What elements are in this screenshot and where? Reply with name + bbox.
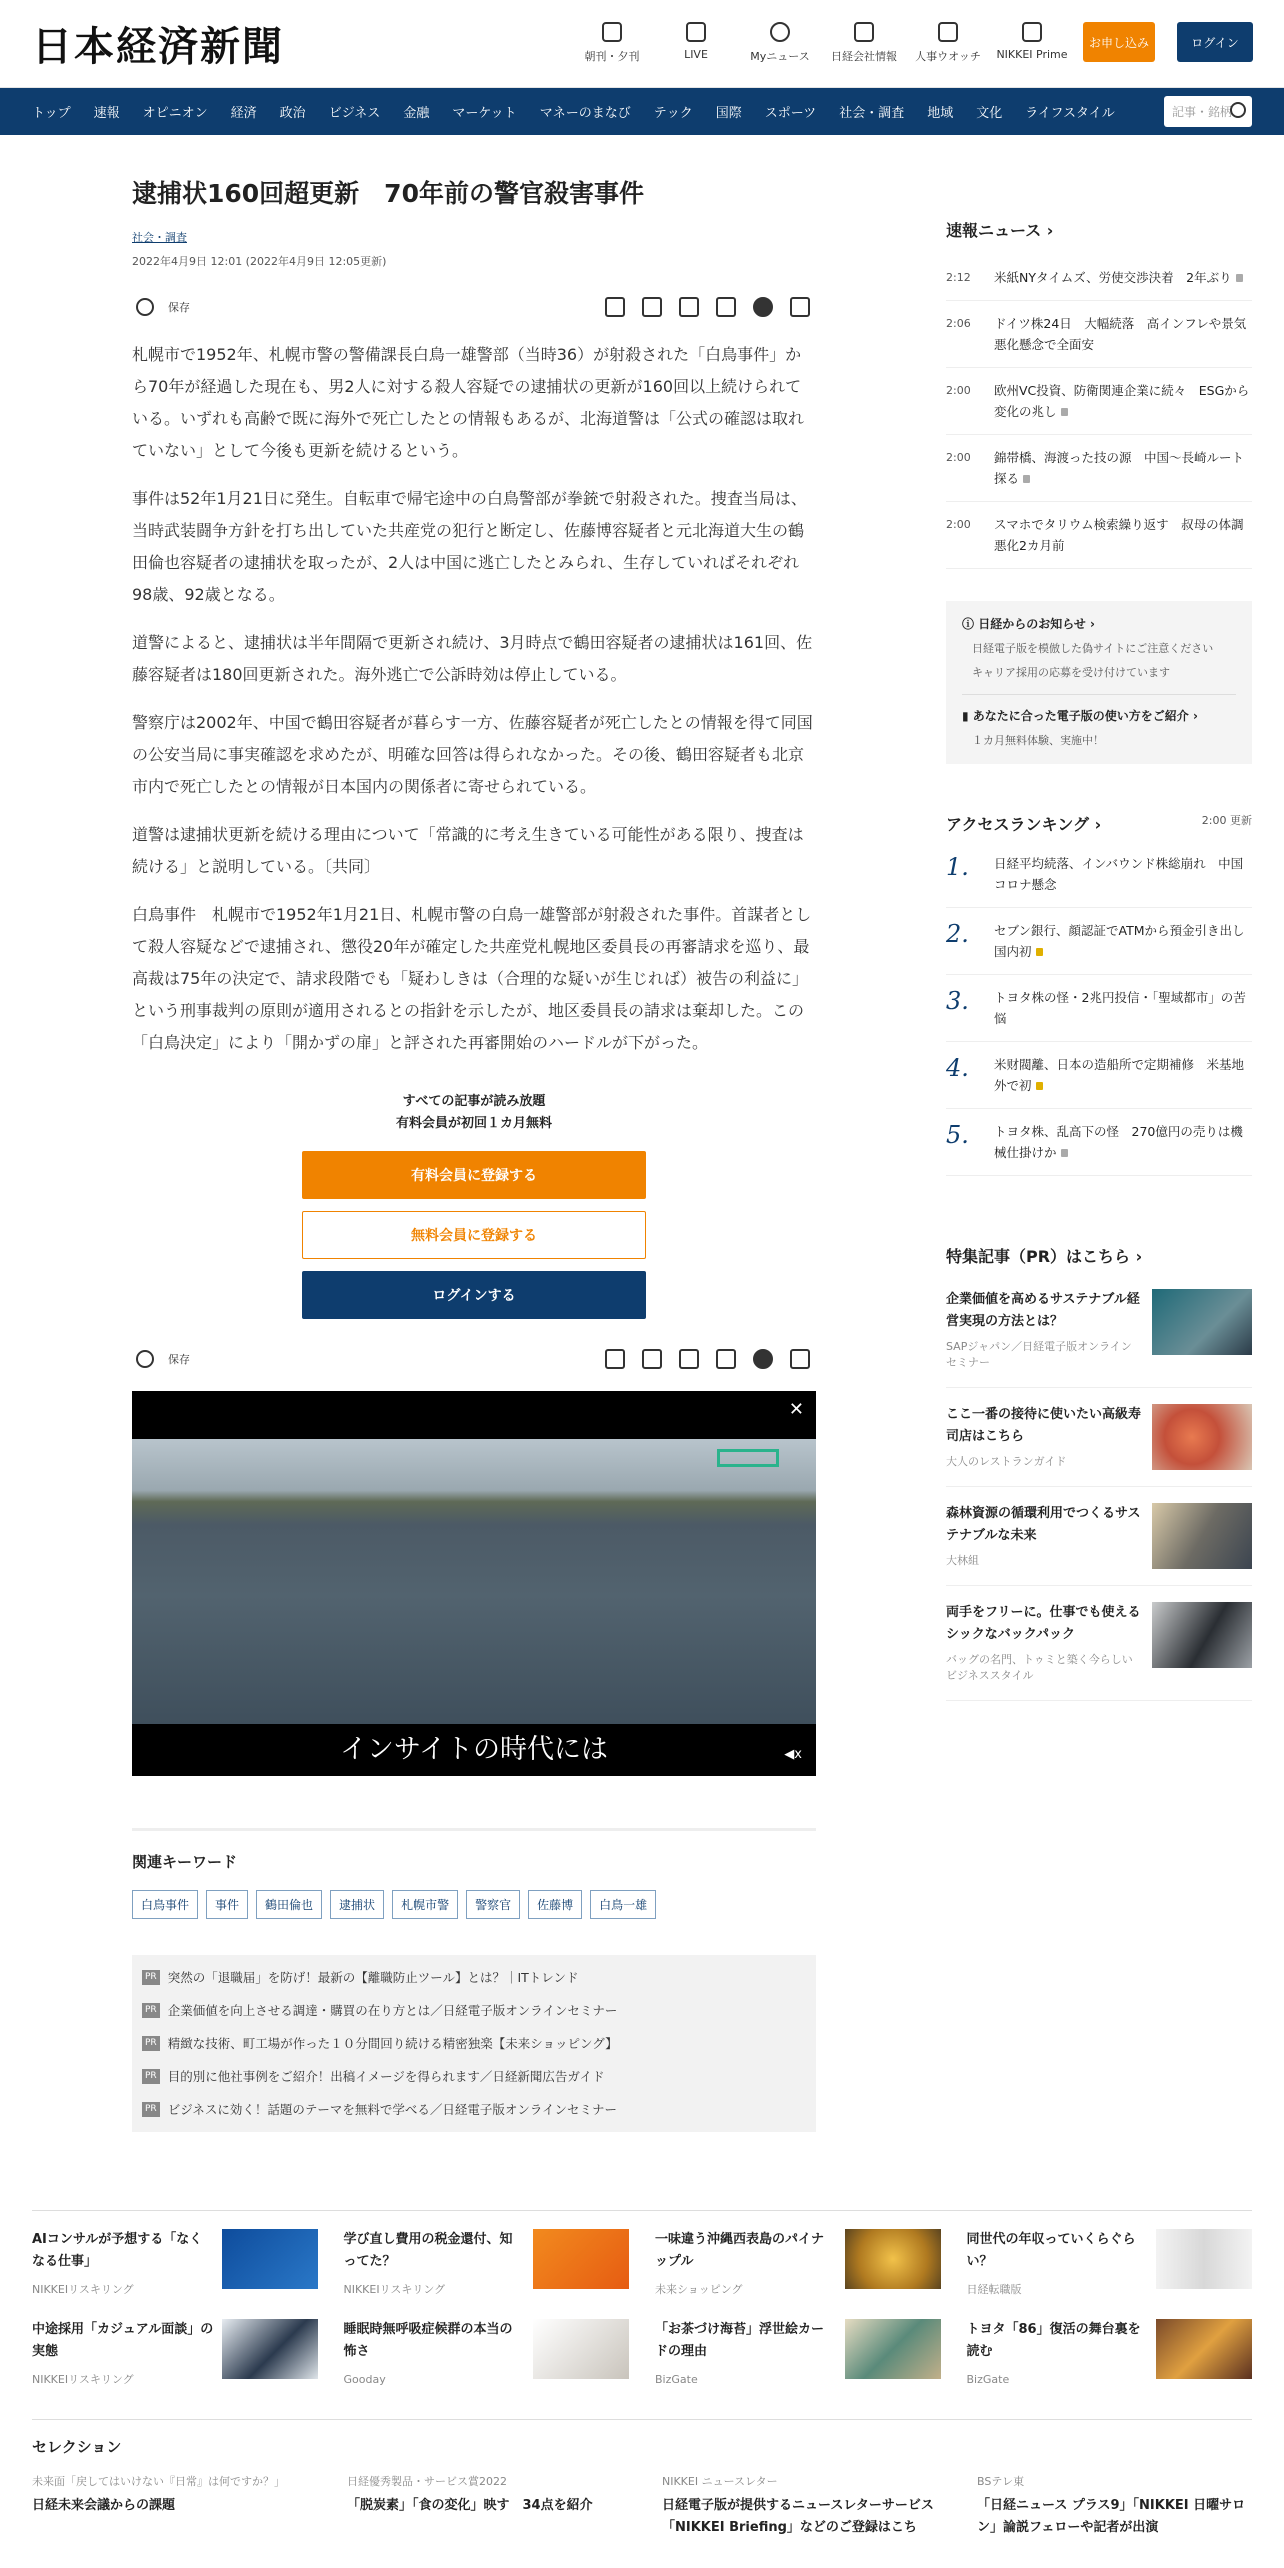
article-main: [132, 175, 816, 2132]
gnav-culture[interactable]: 文化: [976, 106, 1003, 121]
thumbnail-image: [533, 2229, 629, 2289]
pr-link[interactable]: PR 精緻な技術、町工場が作った１０分間回り続ける精密独楽【未来ショッピング】: [142, 2027, 806, 2060]
promo-grid: [32, 2211, 1252, 2391]
sidebar: [946, 218, 1258, 1701]
access-ranking: [946, 812, 1258, 1176]
thumbnail-image: [1152, 1602, 1252, 1668]
keyword-tag[interactable]: 白鳥事件: [132, 1890, 198, 1919]
keyword-list: [132, 1890, 816, 1919]
chevron-right-icon: ›: [1046, 221, 1054, 240]
header-nav-paper[interactable]: 朝刊・夕刊: [570, 22, 654, 64]
divider: [962, 694, 1236, 695]
promo-item[interactable]: 一味違う沖縄西表島のパイナップル 未来ショッピング: [655, 2211, 941, 2301]
video-ad-overlay-box: [717, 1449, 779, 1467]
ranking-item[interactable]: 5. トヨタ株、乱高下の怪 270億円の売りは機械仕掛けか: [946, 1109, 1252, 1176]
reg-subline: 有料会員が初回１カ月無料: [395, 1116, 552, 1131]
selection-item[interactable]: NIKKEI ニュースレター 日経電子版が提供するニュースレターサービス「NIKKEI Briefing」などのご登録はこち: [662, 2475, 934, 2535]
header-nav-prime[interactable]: NIKKEI Prime: [990, 22, 1074, 64]
article-title: 逮捕状160回超更新 70年前の警官殺害事件: [132, 179, 644, 208]
video-frame: [132, 1439, 816, 1724]
ranking-item[interactable]: 3. トヨタ株の怪・2兆円投信・「聖域都市」の苦悩: [946, 975, 1252, 1042]
ranking-title[interactable]: アクセスランキング ›: [946, 815, 1102, 834]
free-register-button[interactable]: 無料会員に登録する: [302, 1211, 646, 1259]
gnav-international[interactable]: 国際: [715, 106, 742, 121]
selection-item[interactable]: 未来面「戻してはいけない『日常』は何ですか？」 日経未来会議からの課題: [32, 2475, 285, 2513]
flash-news-item[interactable]: 2:00 錦帯橋、海渡った技の源 中国〜長崎ルート探る: [946, 435, 1252, 502]
article-paragraph: 白鳥事件 札幌市で1952年1月21日、札幌市警の白鳥一雄警部が射殺された事件。首謀者として殺人容疑などで逮捕され、懲役20年が確定した共産党札幌地区委員長の再審請求を巡り、最高裁は75年の決定で、請求段階でも「疑わしきは（合理的な疑いが生じれば）被告の利益に」という刑事裁判の原則が適用されるとの指針を示したが、地区委員長の請求は棄却した。この「白鳥決定」により「開かずの扉」と評された再審開始のハードルが下がった。: [132, 905, 812, 1052]
user-icon: [770, 22, 790, 42]
selection-item[interactable]: 日経優秀製品・サービス賞2022 「脱炭素」「食の変化」映す 34点を紹介: [347, 2475, 593, 2513]
flash-news-item[interactable]: 2:12 米紙NYタイムズ、労使交渉決着 2年ぶり: [946, 255, 1252, 301]
paid-register-button[interactable]: 有料会員に登録する: [302, 1151, 646, 1199]
pr-link[interactable]: PR 突然の「退職届」を防げ！最新の【離職防止ツール】とは？｜ITトレンド: [142, 1961, 806, 1994]
article-paragraph: 道警は逮捕状更新を続ける理由について「常識的に考え生きている可能性がある限り、捜査は続ける」と説明している。〔共同〕: [132, 825, 804, 876]
video-ad-player[interactable]: [132, 1391, 816, 1776]
share-icon[interactable]: [790, 1349, 810, 1369]
gnav-opinion[interactable]: オピニオン: [142, 106, 208, 121]
article-body: [132, 339, 816, 1059]
notice-item[interactable]: キャリア採用の応募を受け付けています: [972, 666, 1170, 679]
thumbnail-image: [1156, 2319, 1252, 2379]
keyword-tag[interactable]: 警察官: [466, 1890, 520, 1919]
bookmark-icon[interactable]: [679, 1349, 699, 1369]
promo-item[interactable]: 「お茶づけ海苔」浮世絵カードの理由 BizGate: [655, 2301, 941, 2391]
facebook-icon[interactable]: [753, 297, 773, 317]
save-button[interactable]: 保存: [168, 1353, 190, 1366]
pr-feature-item[interactable]: ここ一番の接待に使いたい高級寿司店はこちら 大人のレストランガイド: [946, 1388, 1252, 1487]
pr-link[interactable]: PR 目的別に他社事例をご紹介！出稿イメージを得られます／日経新聞広告ガイド: [142, 2060, 806, 2093]
mail-icon[interactable]: [642, 1349, 662, 1369]
thumbnail-image: [222, 2319, 318, 2379]
pr-badge: PR: [142, 2036, 160, 2051]
gnav-finance[interactable]: 金融: [403, 106, 430, 121]
pr-feature-item[interactable]: 企業価値を高めるサステナブル経営実現の方法とは？ SAPジャパン／日経電子版オンラインセミナー: [946, 1273, 1252, 1388]
pr-badge: PR: [142, 2102, 160, 2117]
lock-icon: [1023, 475, 1030, 483]
howto-item[interactable]: １カ月無料体験、実施中！: [972, 734, 1104, 747]
promo-item[interactable]: トヨタ「86」復活の舞台裏を読む BizGate: [967, 2301, 1253, 2391]
save-button[interactable]: 保存: [168, 301, 190, 314]
selection-section: [32, 2419, 1252, 2539]
close-icon[interactable]: ✕: [788, 1399, 804, 1420]
newspaper-icon: [602, 22, 622, 42]
notice-item[interactable]: 日経電子版を模倣した偽サイトにご注意ください: [972, 642, 1214, 655]
notice-title[interactable]: ⓘ 日経からのお知らせ ›: [962, 617, 1095, 631]
gnav-top[interactable]: トップ: [32, 106, 71, 121]
header-nav-jinji[interactable]: 人事ウオッチ: [906, 22, 990, 64]
gnav-sports[interactable]: スポーツ: [764, 106, 817, 121]
prime-icon: [1022, 22, 1042, 42]
header-nav-live[interactable]: LIVE: [654, 22, 738, 64]
gnav-economy[interactable]: 経済: [230, 106, 257, 121]
lock-icon: [1036, 948, 1043, 956]
pr-feature-item[interactable]: 森林資源の循環利用でつくるサステナブルな未来 大林組: [946, 1487, 1252, 1586]
gnav-flash[interactable]: 速報: [93, 106, 120, 121]
nikkei-logo[interactable]: 日本経済新聞: [32, 23, 284, 70]
article-category-link[interactable]: 社会・調査: [132, 231, 187, 244]
ranking-item[interactable]: 1. 日経平均続落、インバウンド株総崩れ 中国コロナ懸念: [946, 841, 1252, 908]
keyword-tag[interactable]: 白鳥一雄: [590, 1890, 656, 1919]
global-nav: [0, 88, 1284, 135]
header-nav-mynews[interactable]: Myニュース: [738, 22, 822, 64]
keywords-title: 関連キーワード: [132, 1828, 816, 1872]
gnav-society[interactable]: 社会・調査: [839, 106, 905, 121]
print-icon[interactable]: [605, 297, 625, 317]
flash-news-title[interactable]: 速報ニュース ›: [946, 221, 1054, 240]
print-icon[interactable]: [605, 1349, 625, 1369]
pr-features-title[interactable]: 特集記事（PR）はこちら ›: [946, 1247, 1143, 1266]
ranking-update-time: 2:00 更新: [1201, 814, 1252, 827]
pr-features: [946, 1244, 1252, 1701]
howto-title[interactable]: ▮ あなたに合った電子版の使い方をご紹介 ›: [962, 709, 1198, 723]
registration-box: [132, 1091, 816, 1319]
thumbnail-image: [845, 2319, 941, 2379]
pr-badge: PR: [142, 1970, 160, 1985]
gnav-market[interactable]: マーケット: [452, 106, 517, 121]
promo-item[interactable]: 学び直し費用の税金還付、知ってた？ NIKKEIリスキリング: [344, 2211, 630, 2301]
flash-news-list: [946, 255, 1252, 569]
bottom-section: [32, 2210, 1252, 2539]
selection-title: セレクション: [32, 2438, 122, 2456]
keyword-tag[interactable]: 札幌市警: [392, 1890, 458, 1919]
keyword-tag[interactable]: 事件: [206, 1890, 248, 1919]
keyword-tag[interactable]: 佐藤博: [528, 1890, 582, 1919]
pr-link[interactable]: PR 企業価値を向上させる調達・購買の在り方とは／日経電子版オンラインセミナー: [142, 1994, 806, 2027]
share-icon[interactable]: [790, 297, 810, 317]
notice-box: [946, 601, 1252, 764]
lock-icon: [1236, 274, 1243, 282]
keyword-tag[interactable]: 鶴田倫也: [256, 1890, 322, 1919]
promo-item[interactable]: AIコンサルが予想する「なくなる仕事」 NIKKEIリスキリング: [32, 2211, 318, 2301]
lock-icon: [1061, 1149, 1068, 1157]
header-nav-company[interactable]: 日経会社情報: [822, 22, 906, 64]
twitter-icon[interactable]: [716, 1349, 736, 1369]
facebook-icon[interactable]: [753, 1349, 773, 1369]
mute-icon[interactable]: ◀x: [784, 1747, 802, 1762]
pr-links: [132, 1955, 816, 2132]
magnifier-icon: [938, 22, 958, 42]
article-date: 2022年4月9日 12:01 (2022年4月9日 12:05更新): [132, 255, 387, 268]
bookmark-icon[interactable]: [679, 297, 699, 317]
thumbnail-image: [1152, 1289, 1252, 1355]
keyword-tag[interactable]: 逮捕状: [330, 1890, 384, 1919]
ranking-item[interactable]: 2. セブン銀行、顔認証でATMから預金引き出し 国内初: [946, 908, 1252, 975]
article-paragraph: 事件は52年1月21日に発生。自転車で帰宅途中の白鳥警部が拳銃で射殺された。捜査当局は、当時武装闘争方針を打ち出していた共産党の犯行と断定し、佐藤博容疑者と元北海道大生の鶴田倫也容疑者の逮捕状を取ったが、2人は中国に逃亡したとみられ、生存していればそれぞれ98歳、92歳となる。: [132, 489, 807, 604]
gnav-lifestyle[interactable]: ライフスタイル: [1025, 106, 1115, 121]
info-icon: ⓘ: [962, 617, 975, 631]
pr-badge: PR: [142, 2069, 160, 2084]
ranking-item[interactable]: 4. 米财閥離、日本の造船所で定期補修 米基地外で初: [946, 1042, 1252, 1109]
login-button[interactable]: ログインする: [302, 1271, 646, 1319]
pr-badge: PR: [142, 2003, 160, 2018]
promo-item[interactable]: 中途採用「カジュアル面談」の実態 NIKKEIリスキリング: [32, 2301, 318, 2391]
reg-headline: すべての記事が読み放題: [402, 1094, 546, 1109]
chart-icon: [854, 22, 874, 42]
thumbnail-image: [1152, 1404, 1252, 1470]
video-caption: インサイトの時代には: [339, 1734, 609, 1765]
video-camera-icon: [686, 22, 706, 42]
paperclip-icon[interactable]: [132, 294, 157, 319]
lock-icon: [1061, 408, 1068, 416]
lock-icon: [1036, 1082, 1043, 1090]
gnav-business[interactable]: ビジネス: [328, 106, 381, 121]
share-bar-top: [132, 287, 816, 327]
promo-item[interactable]: 睡眠時無呼吸症候群の本当の怖さ Gooday: [344, 2301, 630, 2391]
article-paragraph: 札幌市で1952年、札幌市警の警備課長白鳥一雄警部（当時36）が射殺された「白鳥事件」から70年が経過した現在も、男2人に対する殺人容疑での逮捕状の更新が160回以上続けられている。いずれも高齢で既に海外で死亡したとの情報もあるが、北海道警は「公式の確認は取れていない」として今後も更新を続けるという。: [132, 345, 805, 460]
thumbnail-image: [1152, 1503, 1252, 1569]
article-paragraph: 警察庁は2002年、中国で鶴田容疑者が暮らす一方、佐藤容疑者が死亡したとの情報を得て同国の公安当局に事実確認を求めたが、明確な回答は得られなかった。その後、鶴田容疑者も北京市内で死亡したとの情報が日本国内の関係者に寄せられている。: [132, 713, 813, 796]
mail-icon[interactable]: [642, 297, 662, 317]
thumbnail-image: [845, 2229, 941, 2289]
promo-item[interactable]: 同世代の年収っていくらぐらい？ 日経転職版: [967, 2211, 1253, 2301]
gnav-tech[interactable]: テック: [653, 106, 693, 121]
twitter-icon[interactable]: [716, 297, 736, 317]
gnav-politics[interactable]: 政治: [279, 106, 306, 121]
flash-news-item[interactable]: 2:00 欧州VC投資、防衛関連企業に続々 ESGから変化の兆し: [946, 368, 1252, 435]
gnav-region[interactable]: 地域: [927, 106, 954, 121]
apply-button[interactable]: お申し込み: [1083, 22, 1155, 62]
pr-link[interactable]: PR ビジネスに効く！話題のテーマを無料で学べる／日経電子版オンラインセミナー: [142, 2093, 806, 2126]
search-icon[interactable]: [1230, 102, 1246, 118]
thumbnail-image: [533, 2319, 629, 2379]
site-header: [0, 0, 1284, 88]
gnav-money[interactable]: マネーのまなび: [539, 106, 631, 121]
header-login-button[interactable]: ログイン: [1177, 22, 1253, 62]
flash-news-item[interactable]: 2:06 ドイツ株24日 大幅続落 高インフレや景気悪化懸念で全面安: [946, 301, 1252, 368]
search-input[interactable]: 記事・銘柄: [1164, 96, 1252, 127]
thumbnail-image: [1156, 2229, 1252, 2289]
thumbnail-image: [222, 2229, 318, 2289]
paperclip-icon[interactable]: [132, 1346, 157, 1371]
share-bar-bottom: [132, 1339, 816, 1379]
selection-item[interactable]: BSテレ東 「日経ニュース プラス9」「NIKKEI 日曜サロン」論説フェローや記者が出演: [977, 2475, 1246, 2535]
pr-feature-item[interactable]: 両手をフリーに。仕事でも使えるシックなバックパック バッグの名門、トゥミと築く今らしいビジネススタイル: [946, 1586, 1252, 1701]
book-icon: ▮: [962, 709, 969, 723]
article-paragraph: 道警によると、逮捕状は半年間隔で更新され続け、3月時点で鶴田容疑者の逮捕状は161回、佐藤容疑者は180回更新された。海外逃亡で公訴時効は停止している。: [132, 633, 813, 684]
flash-news-item[interactable]: 2:00 スマホでタリウム検索繰り返す 叔母の体調悪化2カ月前: [946, 502, 1252, 569]
header-nav: [570, 22, 1074, 64]
